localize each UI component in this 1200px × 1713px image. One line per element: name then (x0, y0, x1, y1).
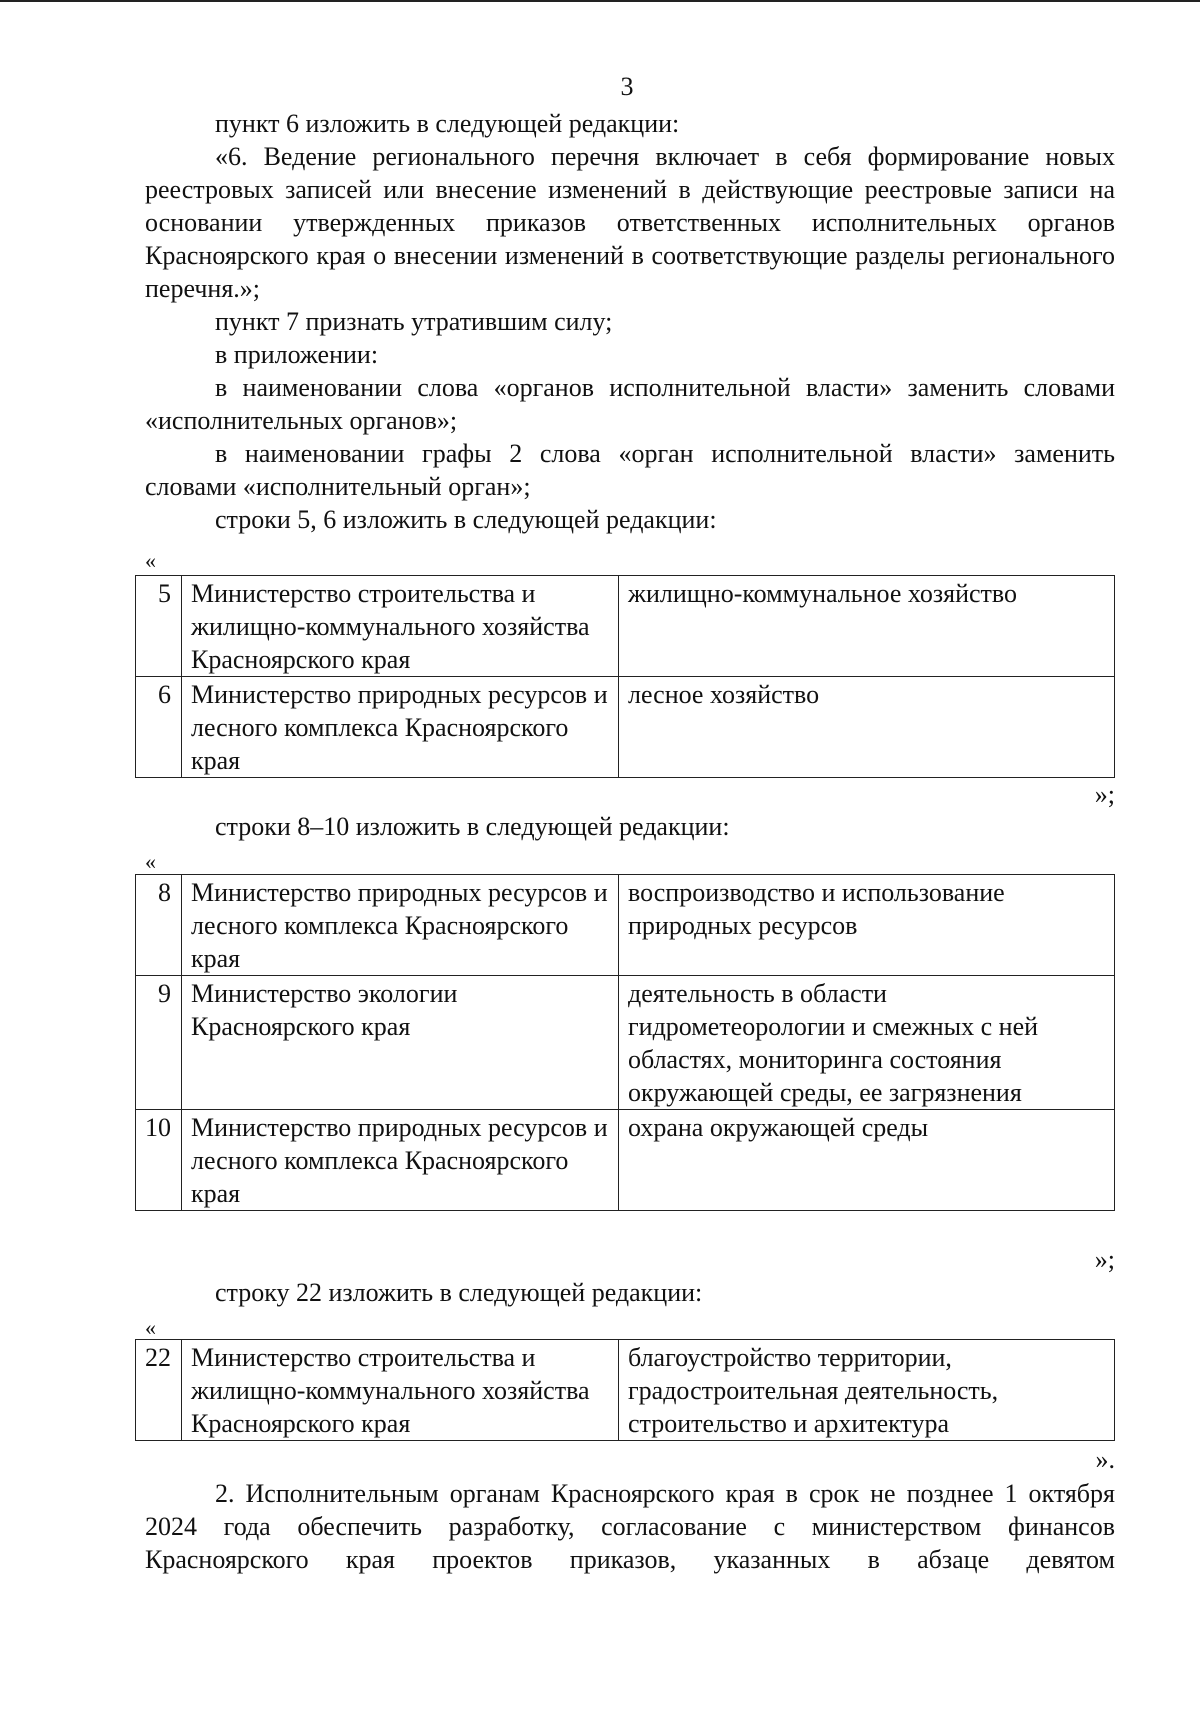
row-area: воспроизводство и использование природных ресурсов (619, 875, 1115, 976)
paragraph-row-22: строку 22 изложить в следующей редакции: (215, 1278, 703, 1307)
paragraph-item-7: пункт 7 признать утратившим силу; (215, 307, 613, 336)
top-border-line (0, 0, 1200, 2)
paragraph-rows-5-6: строки 5, 6 изложить в следующей редакции: (215, 505, 717, 534)
table-open-quote: « (145, 1315, 156, 1340)
page-number: 3 (620, 72, 634, 101)
row-number: 22 (136, 1340, 182, 1441)
table-row-22 (135, 1339, 1115, 1441)
row-number: 5 (136, 576, 182, 677)
row-number: 10 (136, 1110, 182, 1211)
table-rows-5-6 (135, 575, 1115, 778)
row-organ: Министерство строительства и жилищно-коммунального хозяйства Красноярского края (182, 1340, 619, 1441)
row-number: 9 (136, 976, 182, 1110)
table-open-quote: « (145, 548, 156, 573)
table-row (136, 976, 1115, 1110)
table-row (136, 1340, 1115, 1441)
table-rows-8-10 (135, 874, 1115, 1211)
row-area: благоустройство территории, градостроительная деятельность, строительство и архитектура (619, 1340, 1115, 1441)
paragraph-item-6-text: «6. Ведение регионального перечня включает в себя формирование новых реестровых записей или внесение изменений в действующие реестровые записи на основании утвержденных приказов ответственных исполнительных органов Красноярского края о внесении изменений в соответствующие разделы регионального перечня.»; (145, 142, 1115, 303)
table-close-quote: »; (1094, 780, 1115, 809)
row-number: 6 (136, 677, 182, 778)
table-row (136, 576, 1115, 677)
row-organ: Министерство природных ресурсов и лесного комплекса Красноярского края (182, 677, 619, 778)
row-area: деятельность в области гидрометеорологии и смежных с ней областях, мониторинга состояния окружающей среды, ее загрязнения (619, 976, 1115, 1110)
table-close-quote: »; (1094, 1245, 1115, 1274)
paragraph-section-2: 2. Исполнительным органам Красноярского края в срок не позднее 1 октября 2024 года обеспечить разработку, согласование с министерством финансов Красноярского края проектов приказов, указанных в абзаце девятом (145, 1479, 1115, 1574)
table-row (136, 677, 1115, 778)
table-close-quote: ». (1095, 1445, 1115, 1474)
table-row (136, 1110, 1115, 1211)
paragraph-appendix: в приложении: (215, 340, 379, 369)
table-open-quote: « (145, 849, 156, 874)
paragraph-item-6-intro: пункт 6 изложить в следующей редакции: (215, 109, 680, 138)
row-area: лесное хозяйство (619, 677, 1115, 778)
paragraph-title-change: в наименовании слова «органов исполнительной власти» заменить словами «исполнительных органов»; (145, 373, 1115, 435)
row-organ: Министерство природных ресурсов и лесного комплекса Красноярского края (182, 875, 619, 976)
row-area: жилищно-коммунальное хозяйство (619, 576, 1115, 677)
paragraph-column-change: в наименовании графы 2 слова «орган исполнительной власти» заменить словами «исполнительный орган»; (145, 439, 1115, 501)
row-organ: Министерство строительства и жилищно-коммунального хозяйства Красноярского края (182, 576, 619, 677)
row-area: охрана окружающей среды (619, 1110, 1115, 1211)
table-row (136, 875, 1115, 976)
row-organ: Министерство природных ресурсов и лесного комплекса Красноярского края (182, 1110, 619, 1211)
row-number: 8 (136, 875, 182, 976)
paragraph-rows-8-10: строки 8–10 изложить в следующей редакции: (215, 812, 730, 841)
row-organ: Министерство экологии Красноярского края (182, 976, 619, 1110)
